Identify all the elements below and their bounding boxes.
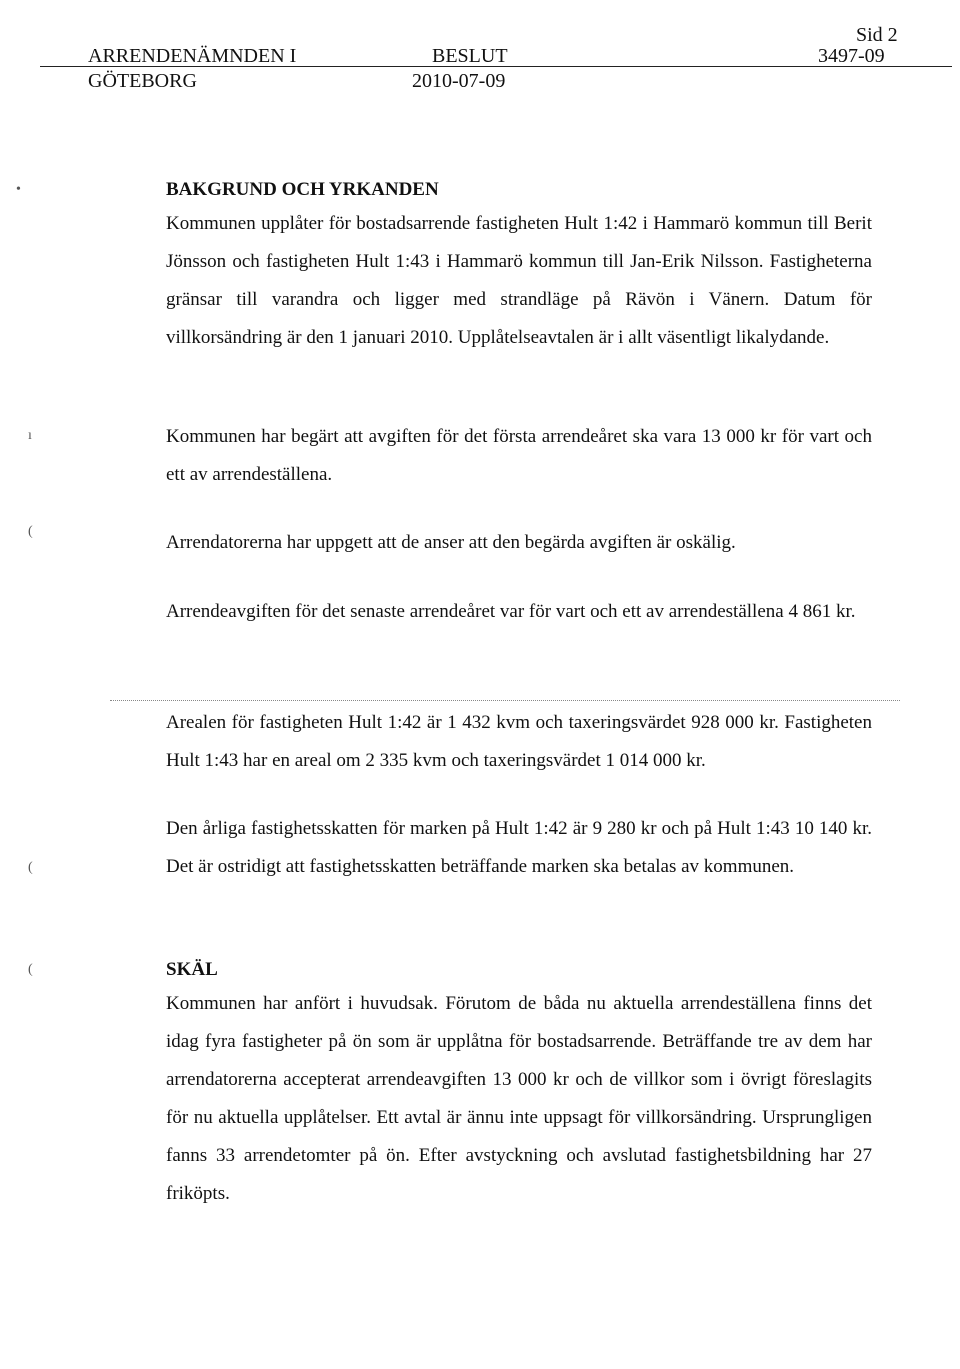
- scan-mark: ı: [28, 428, 32, 443]
- scan-mark: (: [28, 860, 33, 875]
- page-number: Sid 2: [856, 24, 898, 46]
- paragraph-tenants-position: Arrendatorerna har uppgett att de anser att den begärda avgiften är oskälig.: [166, 532, 736, 553]
- document-type: BESLUT: [432, 45, 508, 67]
- paragraph-property-tax: Den årliga fastighetsskatten för marken på Hult 1:42 är 9 280 kr och på Hult 1:43 10 140 kr. Det är ostridigt att fastighetsskatten beträffande marken ska betalas av kommunen.: [166, 818, 872, 877]
- header-rule: [40, 66, 952, 67]
- paragraph-background: Kommunen upplåter för bostadsarrende fastigheten Hult 1:42 i Hammarö kommun till Berit Jönsson och fastigheten Hult 1:43 i Hammarö kommun till Jan-Erik Nilsson. Fastigheterna gränsar till varandra och ligger med strandläge på Rävön i Vänern. Datum för villkorsändring är den 1 januari 2010. Upplåtelseavtalen är i allt väsentligt likalydande.: [166, 213, 872, 348]
- case-number: 3497-09: [818, 45, 885, 67]
- paragraph-area-tax-value: Arealen för fastigheten Hult 1:42 är 1 432 kvm och taxeringsvärdet 928 000 kr. Fastigheten Hult 1:43 har en areal om 2 335 kvm och taxeringsvärdet 1 014 000 kr.: [166, 712, 872, 771]
- authority-city: GÖTEBORG: [88, 70, 197, 92]
- authority-name: ARRENDENÄMNDEN I: [88, 45, 297, 67]
- paragraph-requested-fee: Kommunen har begärt att avgiften för det första arrendeåret ska vara 13 000 kr för vart och ett av arrendeställena.: [166, 426, 872, 485]
- document-date: 2010-07-09: [412, 70, 506, 92]
- paragraph-municipality-arguments: Kommunen har anfört i huvudsak. Förutom de båda nu aktuella arrendeställena finns det idag fyra fastigheter på ön som är upplåtna för bostadsarrende. Beträffande tre av dem har arrendatorerna accepterat arrendeavgiften 13 000 kr och de villkor som i övrigt föreslagits för nu aktuella upplåtelser. Ett avtal är ännu inte uppsagt för villkorsändring. Ursprungligen fanns 33 arrendetomter på ön. Efter avstyckning och avslutad fastighetsbildning har 27 friköpts.: [166, 993, 872, 1204]
- paragraph-previous-fee: Arrendeavgiften för det senaste arrendeåret var för vart och ett av arrendeställena 4 861 kr.: [166, 601, 856, 622]
- scan-mark: (: [28, 962, 33, 977]
- section-heading-background: BAKGRUND OCH YRKANDEN: [166, 179, 439, 200]
- scan-mark: (: [28, 524, 33, 539]
- scan-mark: •: [16, 182, 21, 197]
- section-heading-reasons: SKÄL: [166, 959, 218, 980]
- scan-artifact-line: [110, 700, 900, 701]
